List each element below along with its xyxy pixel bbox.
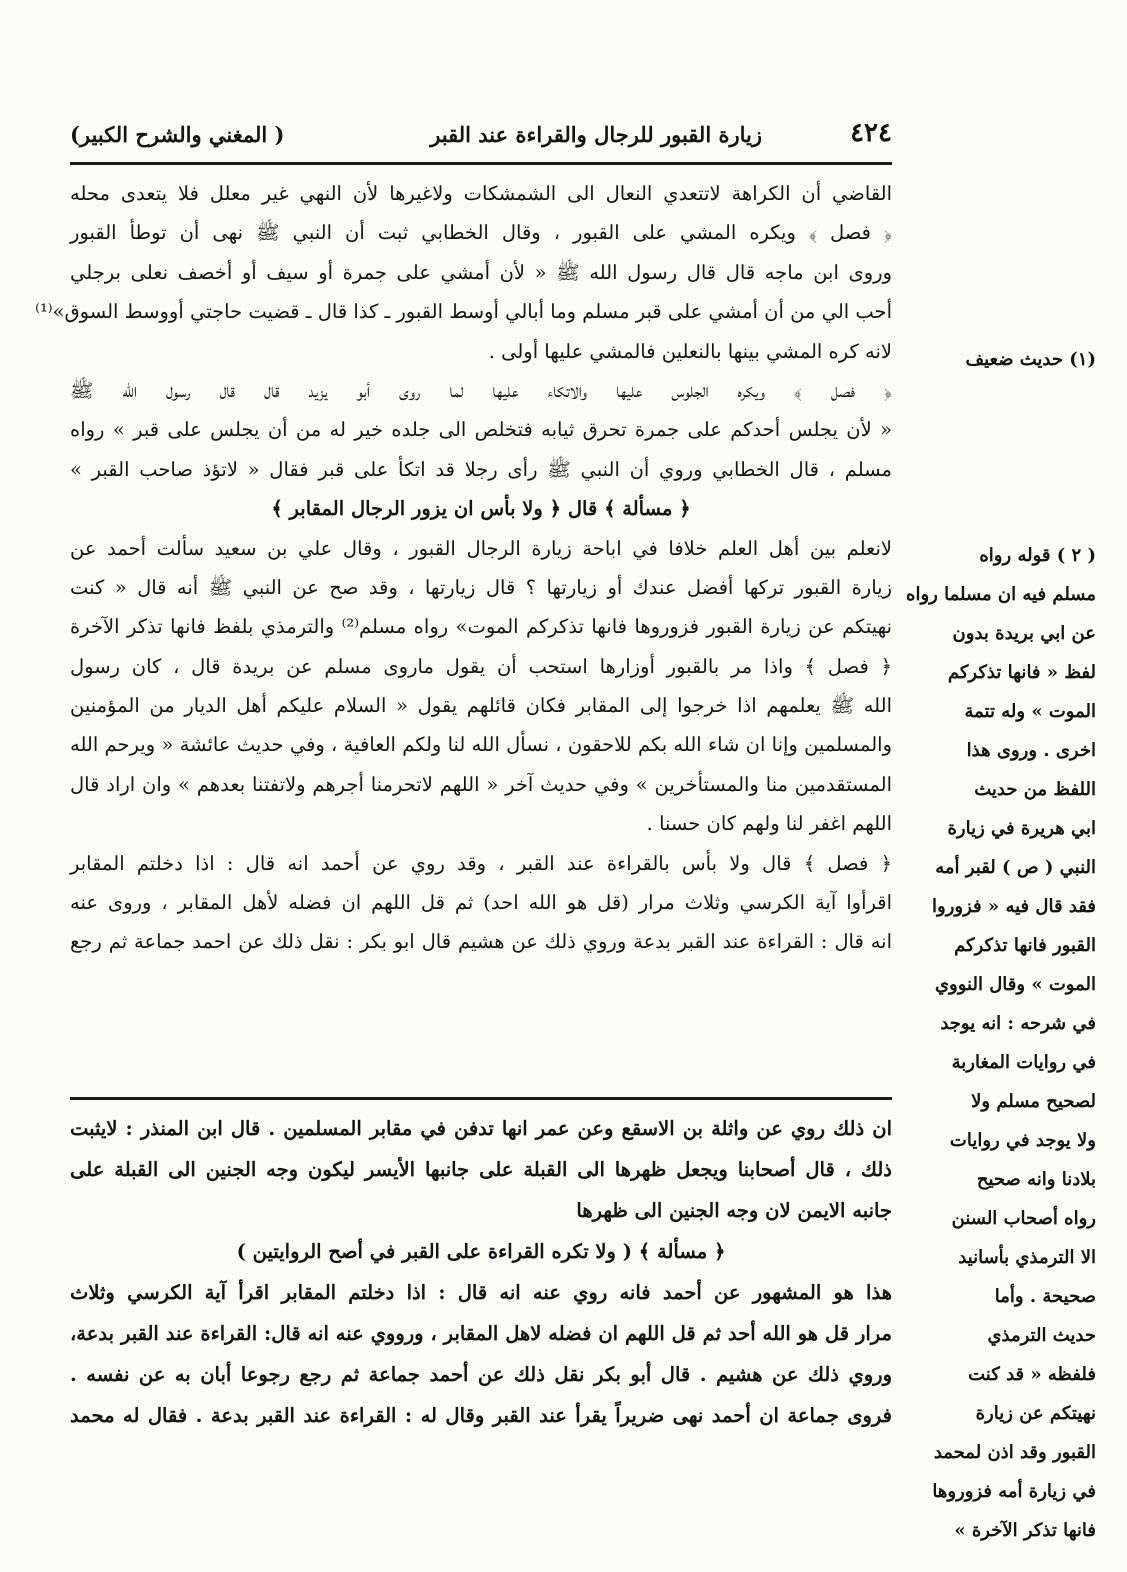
note-line: القبور فانها تذكركم [954, 935, 1096, 956]
note-line: في روايات المغاربة [951, 1052, 1096, 1073]
text-line: ﴿ فصل ﴾ ويكره المشي على القبور ، وقال الخطابي ثبت أن النبي ﷺ نهى أن توطأ القبور [70, 221, 892, 245]
text-line: مسلم ، قال الخطابي وروي أن النبي ﷺ رأى رجلا قد اتكأ على قبر فقال « لاتؤذ صاحب القبر » [70, 457, 892, 481]
text-line: أحب الي من أن أمشي على قبر مسلم وما أبالي أوسط القبور ـ كذا قال ـ قضيت حاجتي أووسط السوق»⁽¹⁾ [35, 300, 892, 324]
text-line: « لأن يجلس أحدكم على جمرة تحرق ثيابه فتخلص الى جلده خير له من أن يجلس على قبر » رواه [70, 418, 892, 442]
note-line: لصحيح مسلم ولا [971, 1091, 1096, 1112]
text-line: مرار قل هو الله أحد ثم قل اللهم ان فضله لاهل المقابر ، ورووي عنه انه قال: القراءة عند القبر بدعة، [70, 1322, 892, 1345]
text-line: ذلك ، قال أصحابنا ويجعل ظهرها الى القبلة على جانبها الأيسر ليكون وجه الجنين الى القبلة على [70, 1158, 892, 1181]
note-line: مسلم فيه ان مسلما رواه [906, 584, 1096, 605]
note-line: ولا يوجد في روايات [949, 1130, 1096, 1151]
text-line: وروي ذلك عن هشيم . قال أبو بكر نقل ذلك عن أحمد جماعة ثم رجع رجوعا أبان به عن نفسه . [70, 1363, 892, 1386]
note-line: الا الترمذي بأسانيد [958, 1247, 1096, 1268]
text-line: جانبه الايمن لان وجه الجنين الى ظهرها [576, 1199, 892, 1222]
text-line: زيارة القبور تركها أفضل عندك أو زيارتها ؟ قال زيارتها ، وقد صح عن النبي ﷺ أنه قال « كنت [70, 575, 892, 599]
note-line: في شرحه : انه يوجد [940, 1013, 1096, 1034]
margin-note-2 [894, 536, 1096, 1550]
note-line: اللفظ من حديث [974, 779, 1096, 800]
note-line: الموت » وله تتمة [964, 701, 1096, 722]
page-header [70, 118, 892, 160]
text-line: المستقدمين منا والمستأخرين » وفي حديث آخر « اللهم لاتحرمنا أجرهم ولاتفتنا بعدهم » وان اراد قال [70, 772, 892, 796]
text-line: لانعلم بين أهل العلم خلافا في اباحة زيارة الرجال القبور ، وقال علي بن سعيد سألت أحمد عن [70, 536, 892, 560]
main-text-column [35, 174, 893, 962]
section-heading: ﴿ مسألة ﴾ ( ولا تكره القراءة على القبر في أصح الروايتين ) [236, 1240, 726, 1263]
section-heading: ﴿ مسألة ﴾ قال ﴿ ولا بأس ان يزور الرجال المقابر ﴾ [271, 497, 691, 521]
text-line: اللهم اغفر لنا ولهم كان حسنا . [646, 812, 892, 836]
text-line: وروى ابن ماجه قال قال رسول الله ﷺ « لأن أمشي على جمرة أو سيف أو أخصف نعلى برجلي [70, 260, 892, 284]
text-line: ﴿ فصل ﴾ قال ولا بأس بالقراءة عند القبر ، وقد روي عن أحمد انه قال : اذا دخلتم المقابر [70, 851, 892, 875]
section-divider [70, 1097, 892, 1100]
note-line: بلادنا وانه صحيح [976, 1169, 1096, 1190]
note-line: ابي هريرة في زيارة [947, 818, 1096, 839]
note-line: حديث الترمذي [987, 1325, 1096, 1346]
text-line: الله ﷺ يعلمهم اذا خرجوا إلى المقابر فكان قائلهم يقول « السلام عليكم أهل الديار من المؤمنين [70, 694, 892, 718]
text-line: اقرأوا آية الكرسي وثلاث مرار (قل هو الله احد) ثم قل اللهم ان فضله لأهل المقابر ، وروى عنه [70, 891, 892, 915]
text-line: ان ذلك روي عن واثلة بن الاسقع وعن عمر انها تدفن في مقابر المسلمين . قال ابن المنذر : لايثبت [70, 1117, 892, 1140]
note-line: فقد قال فيه « فزوروا [932, 896, 1096, 917]
note-line: لفظ « فانها تذكركم [947, 662, 1096, 683]
text-line: فروى جماعة ان أحمد نهى ضريراً يقرأ عند القبر وقال له : القراءة عند القبر بدعة . فقال له محمد [70, 1404, 892, 1427]
note-line: فلفظه « قد كنت [968, 1364, 1096, 1385]
note-line: فانها تذكر الآخرة » [954, 1520, 1096, 1541]
text-line: ﴿ فصل ﴾ واذا مر بالقبور أوزارها استحب أن يقول ماروى مسلم عن بريدة قال ، كان رسول [70, 654, 892, 678]
text-line: هذا هو المشهور عن أحمد فانه روي عنه انه قال : اذا دخلتم المقابر اقرأ آية الكرسي وثلاث [70, 1281, 892, 1304]
note-line: في زيارة أمه فزوروها [932, 1481, 1096, 1502]
text-line: لانه كره المشي بينها بالنعلين فالمشي عليها أولى . [488, 339, 892, 363]
header-rule [70, 162, 892, 165]
note-line: صحيحة . وأما [994, 1286, 1096, 1307]
margin-note-1 [894, 340, 1096, 379]
lower-text-column [70, 1108, 892, 1436]
text-line: والمسلمين وإنا ان شاء الله بكم للاحقون ، نسأل الله لنا ولكم العافية ، وفي حديث عائشة « ويرحم الله [70, 733, 892, 757]
note-line: اخرى . وروى هذا [966, 740, 1096, 761]
text-line: ﴿ فصل ﴾ ويكره الجلوس عليها والاتكاء عليها لما روى أبو يزيد قال قال رسول الله ﷺ [70, 378, 892, 402]
text-line: انه قال : القراءة عند القبر بدعة وروي ذلك عن هشيم قال ابو بكر : نقل ذلك عن احمد جماعة ثم رجع [70, 930, 892, 954]
book-title: ( المغني والشرح الكبير) [70, 122, 285, 147]
note-line: القبور وقد اذن لمحمد [933, 1442, 1096, 1463]
note-line: ( ٢ ) قوله رواه [979, 545, 1096, 566]
page-number: ٤٢٤ [850, 118, 892, 148]
note-line: رواه أصحاب السنن [951, 1208, 1096, 1229]
note-line: عن ابي بريدة بدون [952, 623, 1096, 644]
text-line: القاضي أن الكراهة لاتتعدي النعال الى الشمشكات ولاغيرها لأن النهي غير معلل فلا يتعدى محله [70, 182, 892, 205]
text-line: نهيتكم عن زيارة القبور فزوروها فانها تذكركم الموت» رواه مسلم⁽²⁾ والترمذي بلفظ فانها تذكر الآخرة [70, 615, 893, 639]
note-line: (١) حديث ضعيف [965, 349, 1096, 370]
note-line: النبي ( ص ) لقبر أمه [935, 857, 1096, 878]
note-line: نهيتكم عن زيارة [975, 1403, 1096, 1424]
note-line: الموت » وقال النووي [934, 974, 1096, 995]
running-title: زيارة القبور للرجال والقراءة عند القبر [430, 122, 762, 147]
